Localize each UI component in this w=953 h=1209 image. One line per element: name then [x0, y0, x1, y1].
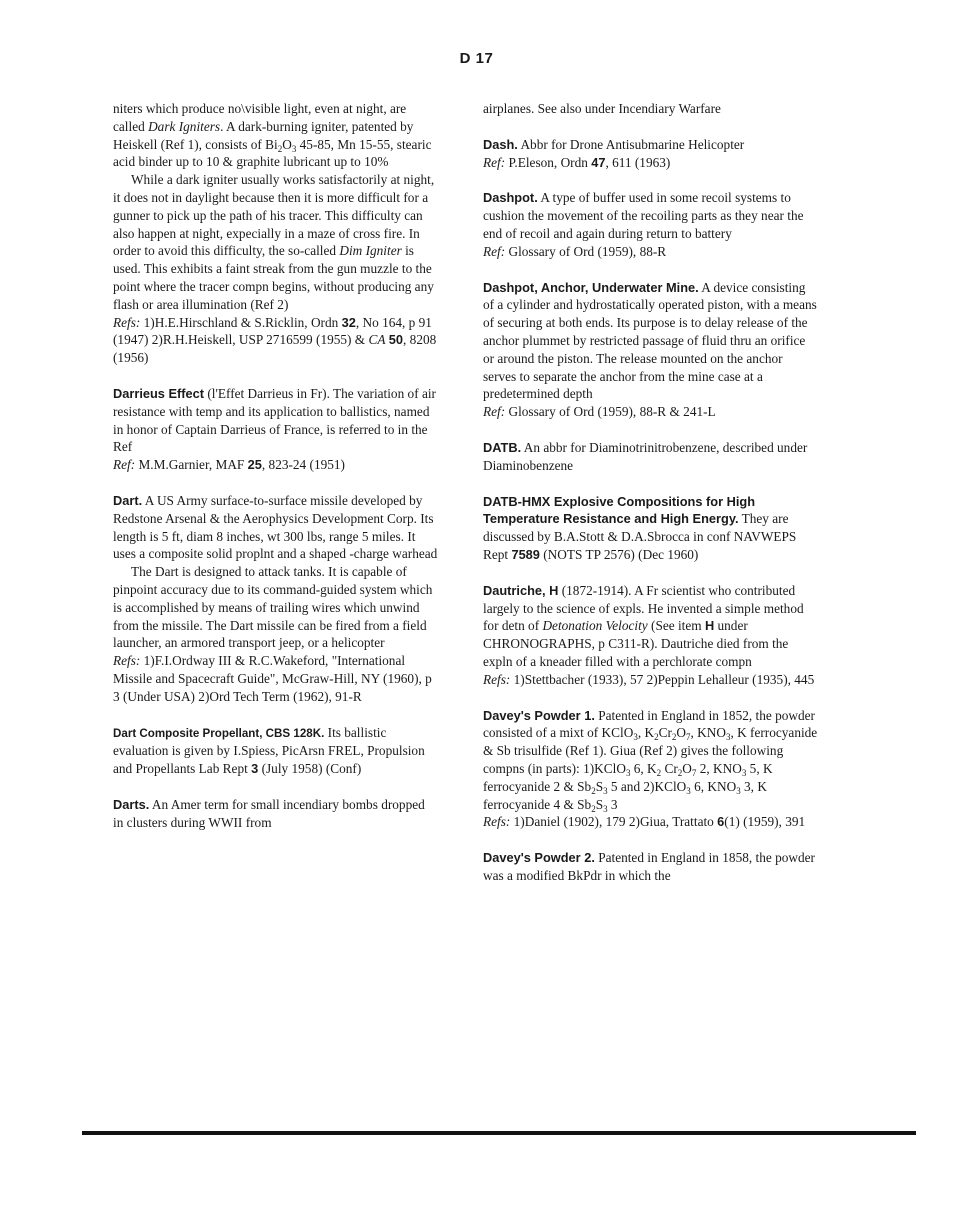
entry-dash: Dash. Abbr for Drone Antisubmarine Helicopter	[483, 136, 745, 152]
references-dart: Refs: 1)F.I.Ordway III & R.C.Wakeford, "International Missile and Spacecraft Guide", McGraw-Hill, NY (1960), p 3 (Under USA) 2)Ord Tech Term (1962), 91-R	[113, 653, 432, 704]
entry-dart-composite-propellant: Dart Composite Propellant, CBS 128K. Its ballistic evaluation is given by I.Spiess, PicArsn FREL, Propulsion and Propellants Lab Rept 3 (July 1958) (Conf)	[113, 724, 425, 777]
reference-dash: Ref: P.Eleson, Ordn 47, 611 (1963)	[483, 154, 671, 170]
right-column	[483, 100, 818, 885]
entry-daveys-powder-2: Davey's Powder 2. Patented in England in 1858, the powder was a modified BkPdr in which the	[483, 850, 815, 883]
entry-darts: Darts. An Amer term for small incendiary bombs dropped in clusters during WWII from	[113, 796, 425, 830]
entry-daveys-powder-1: Davey's Powder 1. Patented in England in 1852, the powder consisted of a mixt of KClO$_3$, $K_2Cr_2O_7$, $KNO_3$, K ferrocyanide & Sb trisulfide (Ref 1). Giua (Ref 2) gives the following compns (in parts): 1)KClO$_3$ 6, $K_2$ $Cr_2O_7$ 2, $KNO_3$ 5, K ferrocyanide 2 & $Sb_2S_3$ 5 and 2)KClO$_3$ 6, $KNO_3$ 3, K ferrocyanide 4 & $Sb_2S_3$ 3	[483, 707, 818, 814]
entry-darrieus-effect: Darrieus Effect (l'Effet Darrieus in Fr). The variation of air resistance with temp and its application to ballistics, named in honor of Captain Darrieus of France, is referred to in the Ref	[113, 385, 436, 455]
references-dautriche: Refs: 1)Stettbacher (1933), 57 2)Peppin Lehalleur (1935), 445	[483, 671, 815, 687]
reference-darrieus: Ref: M.M.Garnier, MAF 25, 823-24 (1951)	[113, 457, 345, 473]
page-number: D 17	[459, 50, 494, 67]
references-igniters: Refs: 1)H.E.Hirschland & S.Ricklin, Ordn 32, No 164, p 91 (1947) 2)R.H.Heiskell, USP 2716599 (1955) & CA 50, 8208 (1956)	[113, 314, 437, 366]
reference-dashpot-anchor: Ref: Glossary of Ord (1959), 88-R & 241-L	[483, 404, 716, 420]
paragraph-dim-igniter: While a dark igniter usually works satisfactorily at night, it does not in daylight because then it is more difficult for a gunner to pick up the path of his tracer. This difficulty can also happen at night, expecially in a maze of cross fire. In order to avoid this difficulty, the so-called Dim Igniter is used. This exhibits a faint streak from the gun muzzle to the point where the tracer compn begins, without producing any flash or area illumination (Ref 2)	[113, 172, 435, 312]
paragraph-dark-igniters: niters which produce no\visible light, even at night, are called Dark Igniters. A dark-burning igniter, patented by Heiskell (Ref 1), consists of $Bi_2O_3$ 45-85, Mn 15-55, stearic acid binder up to 10 & graphite lubricant up to 10%	[113, 101, 432, 170]
paragraph-dart-2: The Dart is designed to attack tanks. It is capable of pinpoint accuracy due to its command-guided system which is accomplished by means of trailing wires which unwind from the missile. The Dart missile can be fired from a field launcher, an armored transport jeep, or a helicopter	[113, 564, 433, 651]
reference-dashpot: Ref: Glossary of Ord (1959), 88-R	[483, 243, 667, 259]
bottom-rule	[82, 1131, 916, 1135]
entry-dashpot: Dashpot. A type of buffer used in some recoil systems to cushion the movement of the recoiling parts as they near the end of recoil and again during return to battery	[483, 190, 804, 241]
entry-datb-hmx: DATB-HMX Explosive Compositions for High Temperature Resistance and High Energy. They are discussed by B.A.Stott & D.A.Sbrocca in conf NAVWEPS Rept 7589 (NOTS TP 2576) (Dec 1960)	[483, 493, 797, 562]
entry-dashpot-anchor: Dashpot, Anchor, Underwater Mine. A device consisting of a cylinder and hydrostatically operated piston, with a means of securing at both ends. Its purpose is to delay release of the anchor plummet by restricted passage of fluid thru an orifice or around the piston. The release mounted on the anchor serves to separate the anchor from the mine case at a predetermined depth	[483, 279, 817, 402]
entry-datb: DATB. An abbr for Diaminotrinitrobenzene, described under Diaminobenzene	[483, 439, 808, 473]
left-column	[113, 100, 438, 831]
paragraph-airplanes: airplanes. See also under Incendiary Warfare	[483, 101, 721, 116]
references-daveys-powder-1: Refs: 1)Daniel (1902), 179 2)Giua, Trattato 6(1) (1959), 391	[483, 814, 806, 830]
entry-dart: Dart. A US Army surface-to-surface missile developed by Redstone Arsenal & the Aerophysics Development Corp. Its length is 5 ft, diam 8 inches, wt 300 lbs, range 5 miles. It uses a composite solid proplnt and a shaped -charge warhead	[113, 492, 438, 562]
entry-dautriche: Dautriche, H (1872-1914). A Fr scientist who contributed largely to the science of expls. He invented a simple method for detn of Detonation Velocity (See item H under CHRONOGRAPHS, p C311-R). Dautriche died from the expln of a kneader filled with a perchlorate compn	[483, 582, 804, 669]
